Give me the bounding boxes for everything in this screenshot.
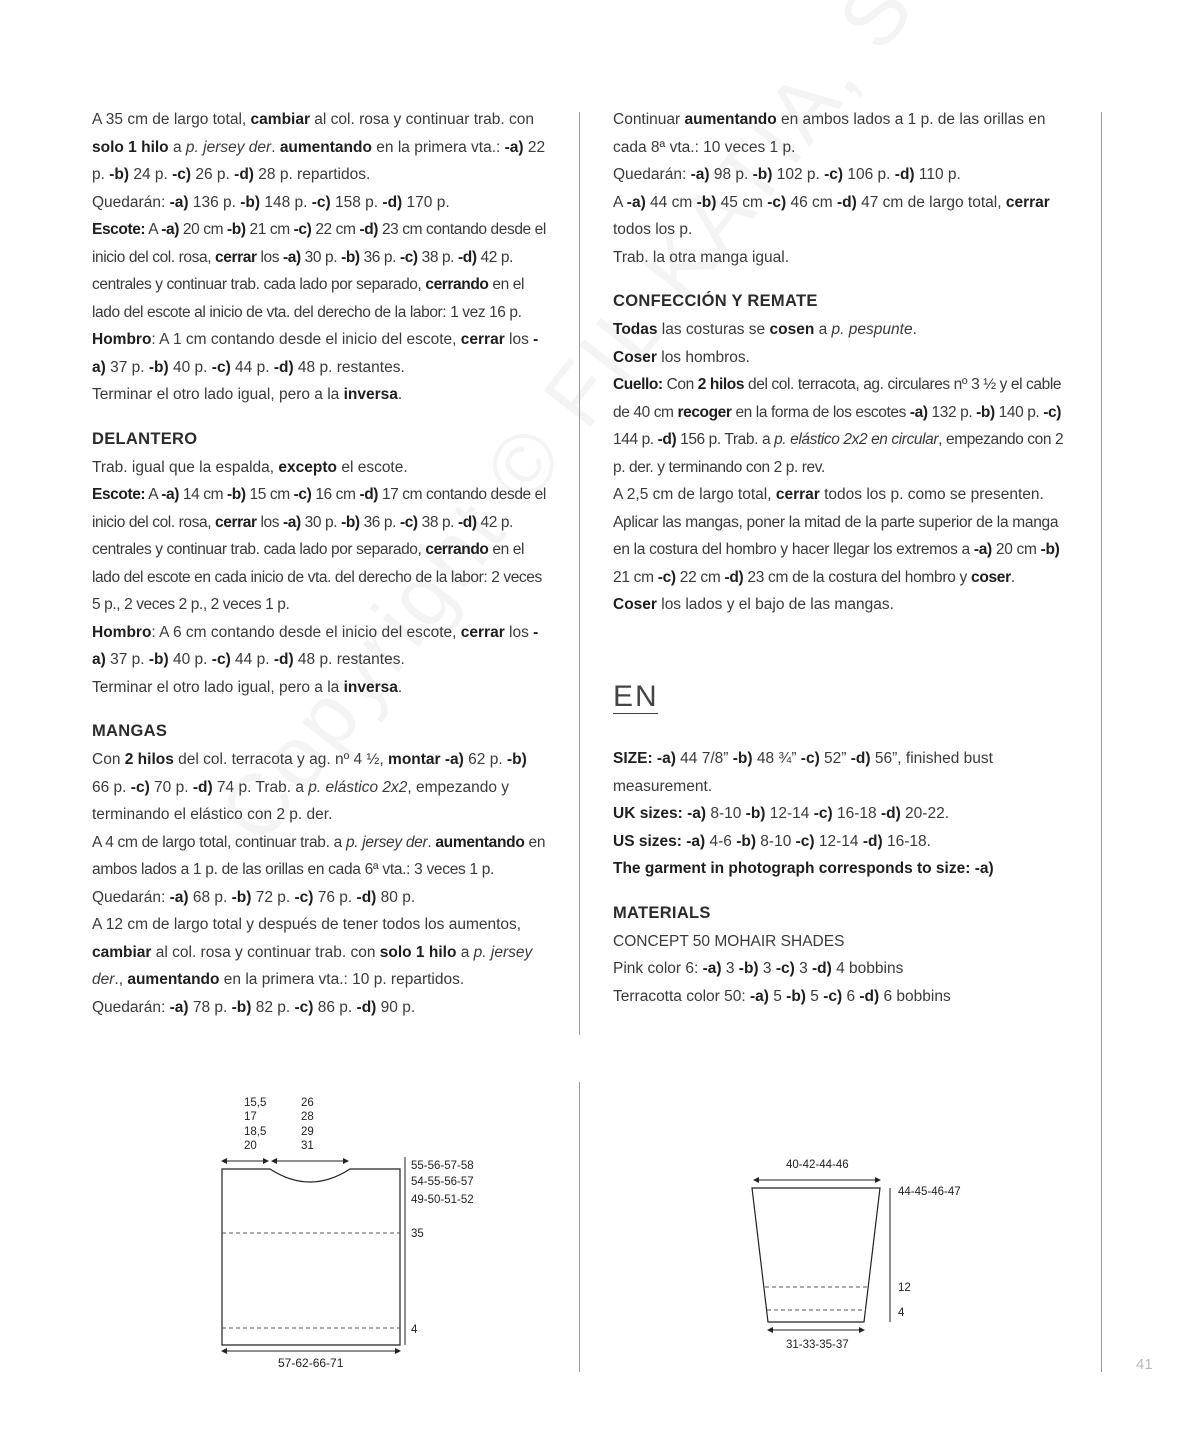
paragraph-concept: CONCEPT 50 MOHAIR SHADES <box>613 932 845 950</box>
neck-side-labels <box>244 1097 266 1152</box>
neck-side-label: 18,5 <box>244 1126 267 1138</box>
paragraph-size: SIZE: -a) 44 7/8” -b) 48 ¾” -c) 52” -d) 56”, finished bust measurement. <box>613 750 993 795</box>
paragraph-mangas-quedaran: Quedarán: -a) 68 p. -b) 72 p. -c) 76 p. -d) 80 p. <box>92 888 416 906</box>
english-section <box>613 745 1073 1010</box>
neck-width-label: 31 <box>301 1140 314 1152</box>
right-margin-rule <box>1101 112 1102 1372</box>
right-label: 55-56-57-58 <box>411 1160 474 1172</box>
paragraph-delantero-intro: Trab. igual que la espalda, excepto el escote. <box>92 458 408 476</box>
paragraph-hombro-delantero: Hombro: A 6 cm contando desde el inicio del escote, cerrar los -a) 37 p. -b) 40 p. -c) 44 p. -d) 48 p. restantes. <box>92 623 539 668</box>
paragraph-mangas-quedaran-final: Quedarán: -a) 78 p. -b) 82 p. -c) 86 p. -d) 90 p. <box>92 998 416 1016</box>
neck-width-label: 29 <box>301 1126 314 1138</box>
paragraph-terminar-delantero: Terminar el otro lado igual, pero a la inversa. <box>92 678 403 696</box>
sleeve-top-label: 40-42-44-46 <box>786 1159 849 1171</box>
paragraph-escote-delantero: Escote: A -a) 14 cm -b) 15 cm -c) 16 cm -d) 17 cm contando desde el inicio del col. rosa, cerrar los -a) 30 p. -b) 36 p. -c) 38 p. -d) 42 p. centrales y continuar trab. cada lado por separado, cerrando en el lado del escote en cada inicio de vta. del derecho de la labor: 2 veces 5 p., 2 veces 2 p., 2 veces 1 p. <box>92 486 546 613</box>
paragraph-quedaran: Quedarán: -a) 136 p. -b) 148 p. -c) 158 p. -d) 170 p. <box>92 193 450 211</box>
paragraph-quedaran-right: Quedarán: -a) 98 p. -b) 102 p. -c) 106 p. -d) 110 p. <box>613 166 961 183</box>
language-heading-en: EN <box>613 680 659 713</box>
paragraph-mangas-aumentos: A 4 cm de largo total, continuar trab. a p. jersey der. aumentando en ambos lados a 1 p. de las orillas en cada 6ª vta.: 3 veces 1 p. <box>92 833 546 878</box>
paragraph-garment: The garment in photograph corresponds to size: -a) <box>613 860 994 877</box>
right-label: 49-50-51-52 <box>411 1194 474 1206</box>
body-schematic-diagram <box>200 1085 500 1355</box>
en-underline <box>613 713 658 714</box>
paragraph-coser-lados: Coser los lados y el bajo de las mangas. <box>613 596 894 613</box>
bottom-width-label: 57-62-66-71 <box>278 1356 344 1370</box>
paragraph-escote: Escote: A -a) 20 cm -b) 21 cm -c) 22 cm -d) 23 cm contando desde el inicio del col. rosa, cerrar los -a) 30 p. -b) 36 p. -c) 38 p. -d) 42 p. centrales y continuar trab. cada lado por separado, cerrando en el lado del escote al inicio de vta. del derecho de la labor: 1 vez 16 p. <box>92 221 546 321</box>
mark-35-label: 35 <box>411 1228 424 1240</box>
sleeve-mark-12: 12 <box>898 1282 911 1294</box>
heading-confeccion: CONFECCIÓN Y REMATE <box>613 292 818 310</box>
paragraph-coser-hombros: Coser los hombros. <box>613 348 750 366</box>
paragraph-hombro: Hombro: A 1 cm contando desde el inicio del escote, cerrar los -a) 37 p. -b) 40 p. -c) 44 p. -d) 48 p. restantes. <box>92 331 539 376</box>
paragraph-aplicar: Aplicar las mangas, poner la mitad de la parte superior de la manga en la costura del hombro y hacer llegar los extremos a -a) 20 cm -b) 21 cm -c) 22 cm -d) 23 cm de la costura del hombro y coser. <box>613 513 1060 586</box>
neck-side-label: 17 <box>244 1111 257 1123</box>
paragraph-otra-manga: Trab. la otra manga igual. <box>613 248 790 266</box>
mark-4-label: 4 <box>411 1324 418 1336</box>
heading-delantero: DELANTERO <box>92 429 198 448</box>
sleeve-schematic-diagram <box>740 1150 980 1360</box>
neck-side-label: 15,5 <box>244 1097 267 1109</box>
paragraph-cuello: Cuello: Con 2 hilos del col. terracota, ag. circulares nº 3 ½ y el cable de 40 cm recoger en la forma de los escotes -a) 132 p. -b) 140 p. -c) 144 p. -d) 156 p. Trab. a p. elástico 2x2 en circular, empezando con 2 p. der. y terminando con 2 p. rev. <box>613 376 1064 476</box>
body-outline <box>222 1169 400 1345</box>
paragraph-mangas-cambiar: A 12 cm de largo total y después de tener todos los aumentos, cambiar al col. rosa y continuar trab. con solo 1 hilo a p. jersey der., aumentando en la primera vta.: 10 p. repartidos. <box>92 916 533 988</box>
paragraph-mangas-montar: Con 2 hilos del col. terracota y ag. nº 4 ½, montar -a) 62 p. -b) 66 p. -c) 70 p. -d) 74 p. Trab. a p. elástico 2x2, empezando y terminando el elástico con 2 p. der. <box>92 751 527 823</box>
paragraph-todas: Todas las costuras se cosen a p. pespunte. <box>613 321 917 338</box>
right-column <box>613 106 1073 619</box>
paragraph-intro: A 35 cm de largo total, cambiar al col. rosa y continuar trab. con solo 1 hilo a p. jersey der. aumentando en la primera vta.: -a) 22 p. -b) 24 p. -c) 26 p. -d) 28 p. repartidos. <box>92 111 546 183</box>
sleeve-height-label: 44-45-46-47 <box>898 1186 961 1198</box>
heading-materials: MATERIALS <box>613 903 711 922</box>
left-column <box>92 106 548 1021</box>
paragraph-pink: Pink color 6: -a) 3 -b) 3 -c) 3 -d) 4 bobbins <box>613 960 904 977</box>
paragraph-terracotta: Terracotta color 50: -a) 5 -b) 5 -c) 6 -d) 6 bobbins <box>613 987 951 1005</box>
paragraph-continuar: Continuar aumentando en ambos lados a 1 p. de las orillas en cada 8ª vta.: 10 veces 1 p. <box>613 111 1046 156</box>
column-divider <box>579 112 580 1035</box>
sleeve-bottom-label: 31-33-35-37 <box>786 1339 849 1351</box>
paragraph-terminar: Terminar el otro lado igual, pero a la inversa. <box>92 386 403 403</box>
sleeve-mark-4: 4 <box>898 1307 905 1319</box>
paragraph-uk-sizes: UK sizes: -a) 8-10 -b) 12-14 -c) 16-18 -d) 20-22. <box>613 805 950 822</box>
right-label: 54-55-56-57 <box>411 1176 474 1188</box>
neck-width-label: 28 <box>301 1111 314 1123</box>
column-divider-lower <box>579 1082 580 1372</box>
page-number: 41 <box>1136 1356 1153 1373</box>
neck-side-label: 20 <box>244 1140 257 1152</box>
heading-mangas: MANGAS <box>92 722 168 740</box>
paragraph-us-sizes: US sizes: -a) 4-6 -b) 8-10 -c) 12-14 -d) 16-18. <box>613 832 931 850</box>
paragraph-a25: A 2,5 cm de largo total, cerrar todos los p. como se presenten. <box>613 486 1044 503</box>
paragraph-cerrar: A -a) 44 cm -b) 45 cm -c) 46 cm -d) 47 cm de largo total, cerrar todos los p. <box>613 193 1050 238</box>
sleeve-outline <box>752 1188 880 1322</box>
neck-width-labels <box>301 1097 314 1152</box>
neck-width-label: 26 <box>301 1097 314 1109</box>
